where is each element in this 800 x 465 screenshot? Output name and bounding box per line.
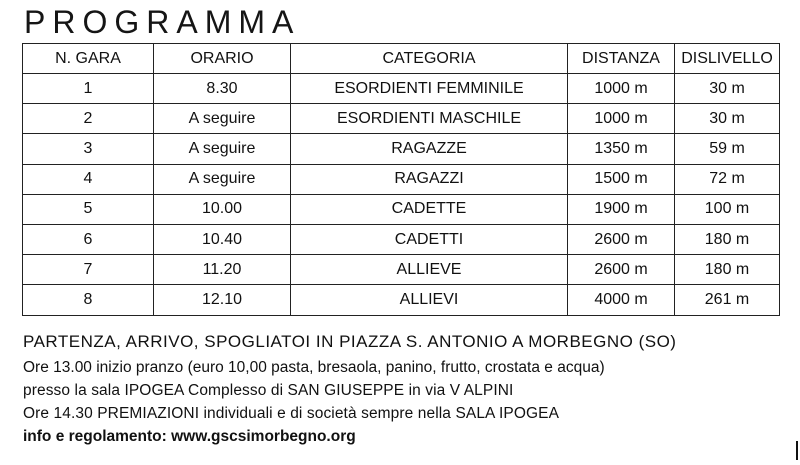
time-cell: 12.10	[154, 285, 291, 315]
elevation-cell: 180 m	[675, 255, 780, 285]
table-row	[23, 104, 780, 134]
time-cell: 10.00	[154, 194, 291, 224]
awards-line: Ore 14.30 PREMIAZIONI individuali e di società sempre nella SALA IPOGEA	[23, 405, 560, 422]
time-cell: 10.40	[154, 224, 291, 254]
table-row	[23, 74, 780, 104]
category-cell: CADETTI	[291, 224, 568, 254]
lunch-line: Ore 13.00 inizio pranzo (euro 10,00 pasta, bresaola, panino, frutto, crostata e acqua)	[23, 359, 605, 376]
race-number-cell: 7	[23, 255, 154, 285]
distance-cell: 4000 m	[568, 285, 675, 315]
time-cell: A seguire	[154, 134, 291, 164]
location-line: PARTENZA, ARRIVO, SPOGLIATOI IN PIAZZA S. ANTONIO A MORBEGNO (SO)	[23, 332, 677, 351]
table-header-row	[23, 44, 780, 74]
elevation-cell: 100 m	[675, 194, 780, 224]
elevation-cell: 72 m	[675, 164, 780, 194]
time-cell: A seguire	[154, 104, 291, 134]
program-table	[22, 43, 780, 316]
category-cell: ESORDIENTI MASCHILE	[291, 104, 568, 134]
elevation-cell: 180 m	[675, 224, 780, 254]
race-number-cell: 4	[23, 164, 154, 194]
category-cell: ALLIEVI	[291, 285, 568, 315]
race-number-cell: 1	[23, 74, 154, 104]
race-number-cell: 5	[23, 194, 154, 224]
table-row	[23, 164, 780, 194]
elevation-cell: 30 m	[675, 74, 780, 104]
distance-cell: 1000 m	[568, 104, 675, 134]
elevation-cell: 261 m	[675, 285, 780, 315]
header-elevation: DISLIVELLO	[675, 44, 780, 74]
elevation-cell: 30 m	[675, 104, 780, 134]
distance-cell: 1000 m	[568, 74, 675, 104]
website-line: info e regolamento: www.gscsimorbegno.org	[23, 428, 356, 445]
race-number-cell: 3	[23, 134, 154, 164]
header-distance: DISTANZA	[568, 44, 675, 74]
time-cell: 11.20	[154, 255, 291, 285]
race-number-cell: 6	[23, 224, 154, 254]
distance-cell: 1350 m	[568, 134, 675, 164]
time-cell: 8.30	[154, 74, 291, 104]
venue-line: presso la sala IPOGEA Complesso di SAN GIUSEPPE in via V ALPINI	[23, 382, 514, 399]
race-number-cell: 2	[23, 104, 154, 134]
distance-cell: 1900 m	[568, 194, 675, 224]
text-cursor	[796, 441, 798, 460]
table-row	[23, 134, 780, 164]
event-info	[23, 332, 783, 446]
header-race-number: N. GARA	[23, 44, 154, 74]
category-cell: RAGAZZI	[291, 164, 568, 194]
race-number-cell: 8	[23, 285, 154, 315]
table-row	[23, 224, 780, 254]
distance-cell: 2600 m	[568, 255, 675, 285]
category-cell: RAGAZZE	[291, 134, 568, 164]
table-row	[23, 194, 780, 224]
table-row	[23, 285, 780, 315]
category-cell: ALLIEVE	[291, 255, 568, 285]
distance-cell: 2600 m	[568, 224, 675, 254]
table-row	[23, 255, 780, 285]
header-time: ORARIO	[154, 44, 291, 74]
category-cell: ESORDIENTI FEMMINILE	[291, 74, 568, 104]
elevation-cell: 59 m	[675, 134, 780, 164]
time-cell: A seguire	[154, 164, 291, 194]
page-title: PROGRAMMA	[24, 4, 301, 40]
header-category: CATEGORIA	[291, 44, 568, 74]
category-cell: CADETTE	[291, 194, 568, 224]
distance-cell: 1500 m	[568, 164, 675, 194]
